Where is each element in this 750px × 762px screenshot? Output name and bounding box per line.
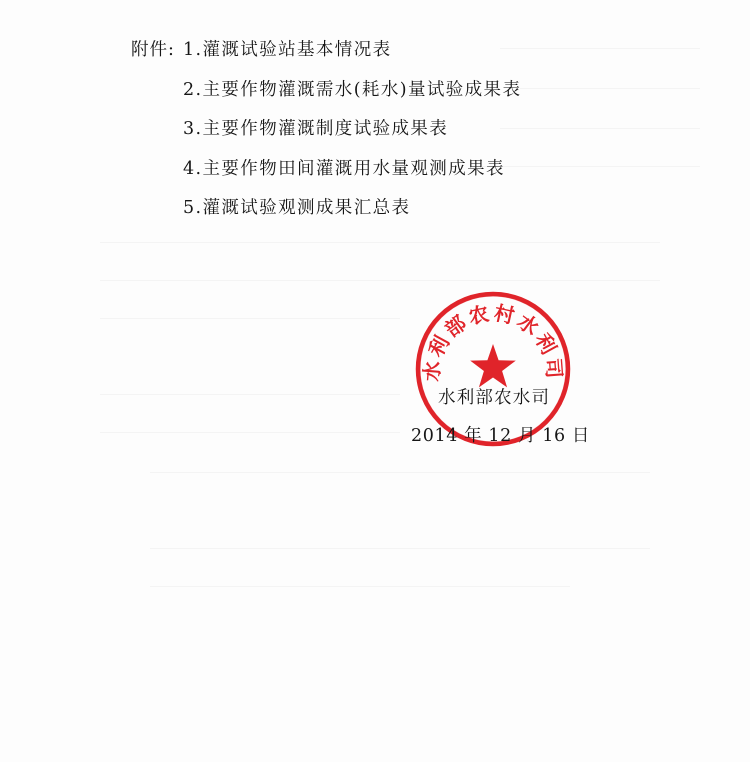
bleed-through-line	[500, 128, 700, 129]
attachment-item: 5.灌溉试验观测成果汇总表	[183, 198, 411, 218]
bleed-through-line	[100, 318, 400, 319]
attachment-item: 1.灌溉试验站基本情况表	[183, 40, 392, 60]
star-icon	[470, 344, 516, 387]
bleed-through-line	[100, 280, 660, 281]
bleed-through-line	[150, 586, 570, 587]
bleed-through-line	[500, 48, 700, 49]
bleed-through-line	[520, 88, 700, 89]
attachment-item: 2.主要作物灌溉需水(耗水)量试验成果表	[183, 79, 522, 100]
attachments-label: 附件:	[131, 40, 175, 60]
signature-date: 2014 年 12 月 16 日	[411, 426, 590, 446]
bleed-through-line	[100, 432, 400, 433]
attachments-list	[183, 38, 521, 236]
signature-organization: 水利部农水司	[438, 388, 551, 408]
seal-text-path: 水利部农村水利司	[419, 300, 567, 383]
attachment-item: 3.主要作物灌溉制度试验成果表	[183, 119, 449, 139]
bleed-through-line	[150, 548, 650, 549]
attachment-item: 4.主要作物田间灌溉用水量观测成果表	[183, 158, 505, 179]
bleed-through-line	[150, 472, 650, 473]
bleed-through-line	[100, 242, 660, 243]
bleed-through-line	[100, 394, 400, 395]
